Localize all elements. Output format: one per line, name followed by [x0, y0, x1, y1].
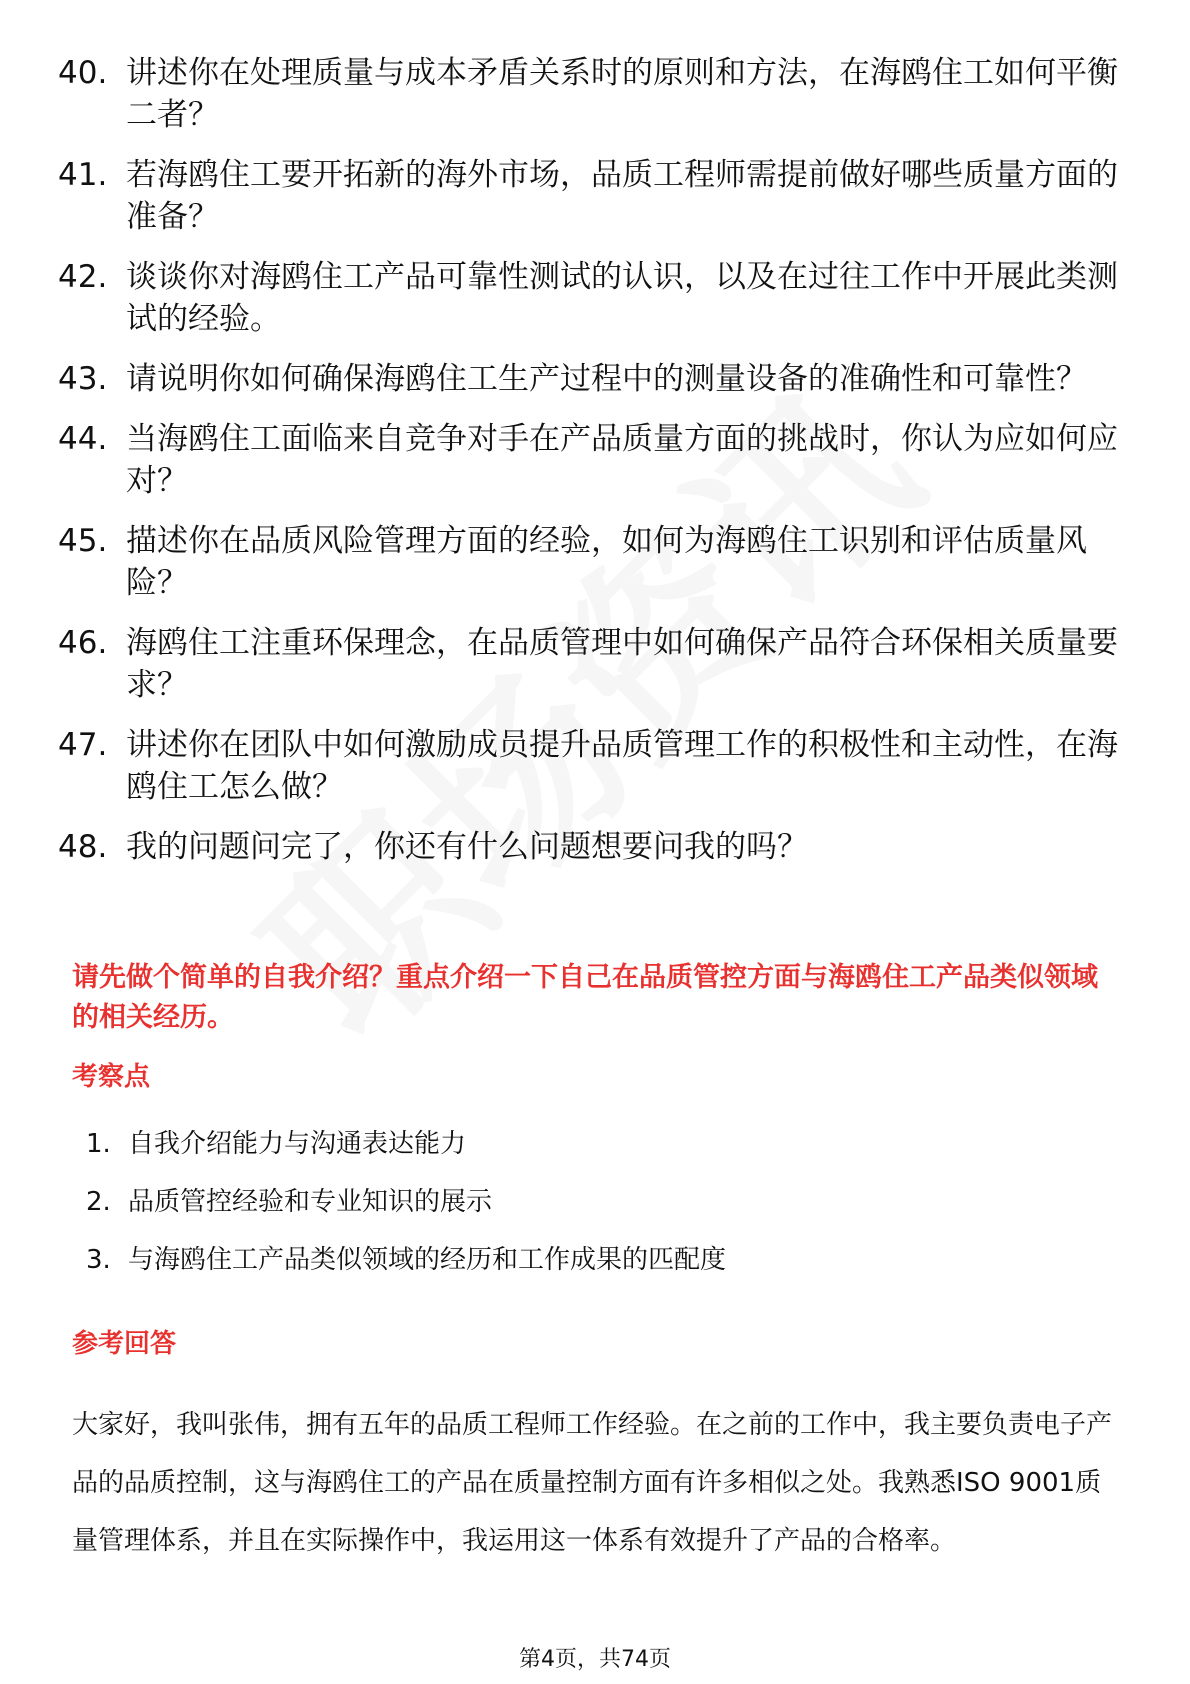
page-footer: 第4页，共74页 — [519, 1647, 671, 1672]
question-text: 请说明你如何确保海鸥住工生产过程中的测量设备的准确性和可靠性？ — [126, 361, 1087, 397]
assessment-point — [86, 1185, 1086, 1219]
assessment-points-list — [86, 1127, 1086, 1301]
point-number: 3. — [86, 1245, 111, 1275]
question-text: 讲述你在处理质量与成本矛盾关系时的原则和方法，在海鸥住工如何平衡二者？ — [126, 55, 1118, 133]
question-number: 42. — [58, 259, 108, 295]
assessment-point — [86, 1127, 1086, 1161]
question-number: 44. — [58, 421, 108, 457]
question-text: 若海鸥住工要开拓新的海外市场，品质工程师需提前做好哪些质量方面的准备？ — [126, 157, 1118, 235]
question-item — [58, 622, 1118, 706]
point-text: 品质管控经验和专业知识的展示 — [128, 1187, 493, 1217]
question-item — [58, 358, 1118, 400]
question-text: 海鸥住工注重环保理念，在品质管理中如何确保产品符合环保相关质量要求？ — [126, 625, 1118, 703]
assessment-point — [86, 1243, 1086, 1277]
highlight-question: 请先做个简单的自我介绍？重点介绍一下自己在品质管控方面与海鸥住工产品类似领域的相关经历。 — [72, 962, 1098, 1033]
point-text: 与海鸥住工产品类似领域的经历和工作成果的匹配度 — [128, 1245, 727, 1275]
question-text: 描述你在品质风险管理方面的经验，如何为海鸥住工识别和评估质量风险？ — [126, 523, 1087, 601]
question-item — [58, 154, 1118, 238]
question-item — [58, 256, 1118, 340]
question-number: 45. — [58, 523, 108, 559]
question-number: 43. — [58, 361, 108, 397]
question-number: 48. — [58, 829, 108, 865]
question-text: 当海鸥住工面临来自竞争对手在产品质量方面的挑战时，你认为应如何应对？ — [126, 421, 1118, 499]
question-text: 讲述你在团队中如何激励成员提升品质管理工作的积极性和主动性，在海鸥住工怎么做？ — [126, 727, 1118, 805]
question-list — [58, 52, 1118, 886]
question-item — [58, 724, 1118, 808]
question-item — [58, 52, 1118, 136]
question-number: 40. — [58, 55, 108, 91]
point-text: 自我介绍能力与沟通表达能力 — [128, 1129, 467, 1159]
question-item — [58, 418, 1118, 502]
question-number: 47. — [58, 727, 108, 763]
question-number: 41. — [58, 157, 108, 193]
question-item — [58, 520, 1118, 604]
reference-answer: 大家好，我叫张伟，拥有五年的品质工程师工作经验。在之前的工作中，我主要负责电子产品的品质控制，这与海鸥住工的产品在质量控制方面有许多相似之处。我熟悉ISO 9001质量管理体系，并且在实际操作中，我运用这一体系有效提升了产品的合格率。 — [72, 1410, 1113, 1556]
section-title-points: 考察点 — [72, 1062, 151, 1092]
question-number: 46. — [58, 625, 108, 661]
point-number: 1. — [86, 1129, 111, 1159]
question-text: 谈谈你对海鸥住工产品可靠性测试的认识，以及在过往工作中开展此类测试的经验。 — [126, 259, 1118, 337]
question-item — [58, 826, 1118, 868]
point-number: 2. — [86, 1187, 111, 1217]
section-title-answer: 参考回答 — [72, 1329, 177, 1359]
question-text: 我的问题问完了，你还有什么问题想要问我的吗？ — [126, 829, 808, 865]
